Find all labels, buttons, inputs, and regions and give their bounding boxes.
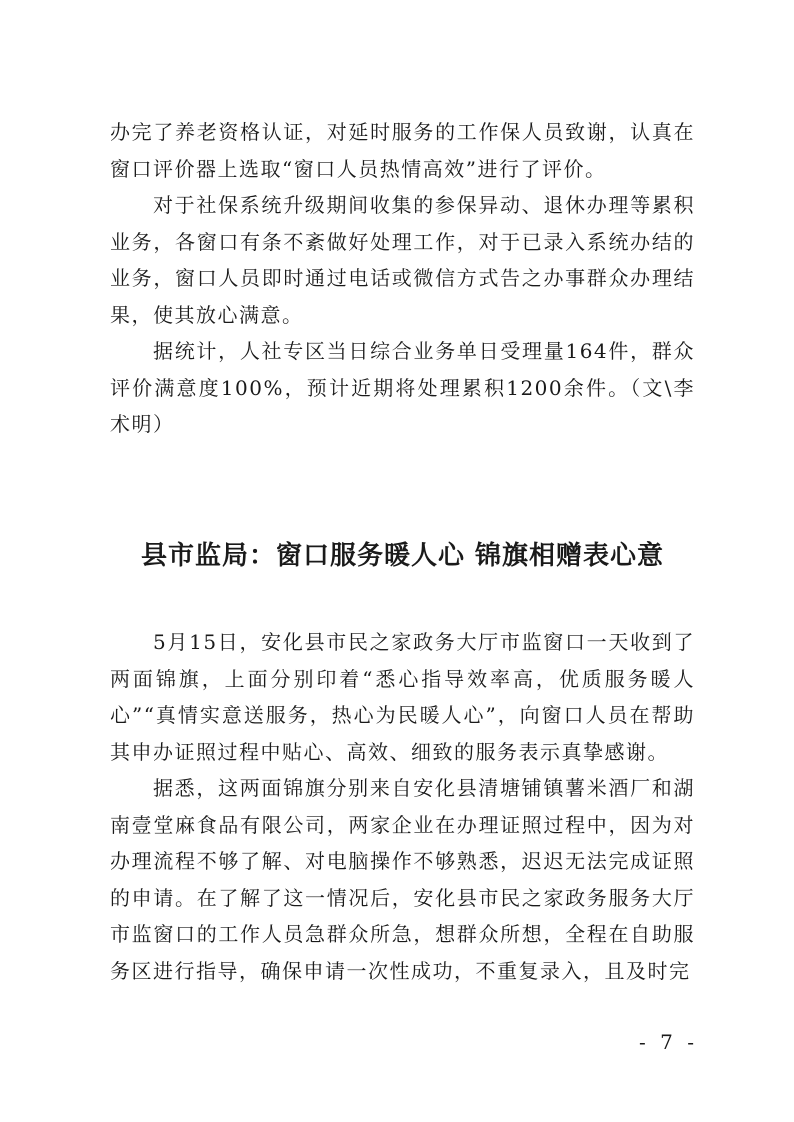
paragraph-banner-origin: 据悉，这两面锦旗分别来自安化县清塘铺镇薯米酒厂和湖南壹堂麻食品有限公司，两家企业在办理证照过程中，因为对办理流程不够了解、对电脑操作不够熟悉，迟迟无法完成证照的申请。在了解了这一情况后，安化县市民之家政务服务大厅市监窗口的工作人员急群众所急，想群众所想，全程在自助服务区进行指导，确保申请一次性成功，不重复录入，且及时完 — [110, 776, 695, 983]
article-title: 县市监局：窗口服务暖人心 锦旗相赠表心意 — [140, 541, 665, 571]
paragraph-continued: 办完了养老资格认证，对延时服务的工作保人员致谢，认真在窗口评价器上选取“窗口人员热情高效”进行了评价。 — [110, 120, 695, 181]
section-market-supervision — [110, 624, 695, 989]
paragraph-banners-received: 5月15日，安化县市民之家政务大厅市监窗口一天收到了两面锦旗，上面分别印着“悉心指导效率高，优质服务暖人心”“真情实意送服务，热心为民暖人心”，向窗口人员在帮助其申办证照过程中贴心、高效、细致的服务表示真挚感谢。 — [110, 630, 695, 764]
paragraph-backlog-processing: 对于社保系统升级期间收集的参保异动、退休办理等累积业务，各窗口有条不紊做好处理工作，对于已录入系统办结的业务，窗口人员即时通过电话或微信方式告之办事群众办理结果，使其放心满意。 — [110, 193, 695, 327]
paragraph-statistics: 据统计，人社专区当日综合业务单日受理量164件，群众评价满意度100%，预计近期将处理累积1200余件。（文\李术明） — [110, 339, 695, 436]
page-number: - 7 - — [639, 1030, 698, 1054]
section-social-security — [110, 114, 695, 443]
